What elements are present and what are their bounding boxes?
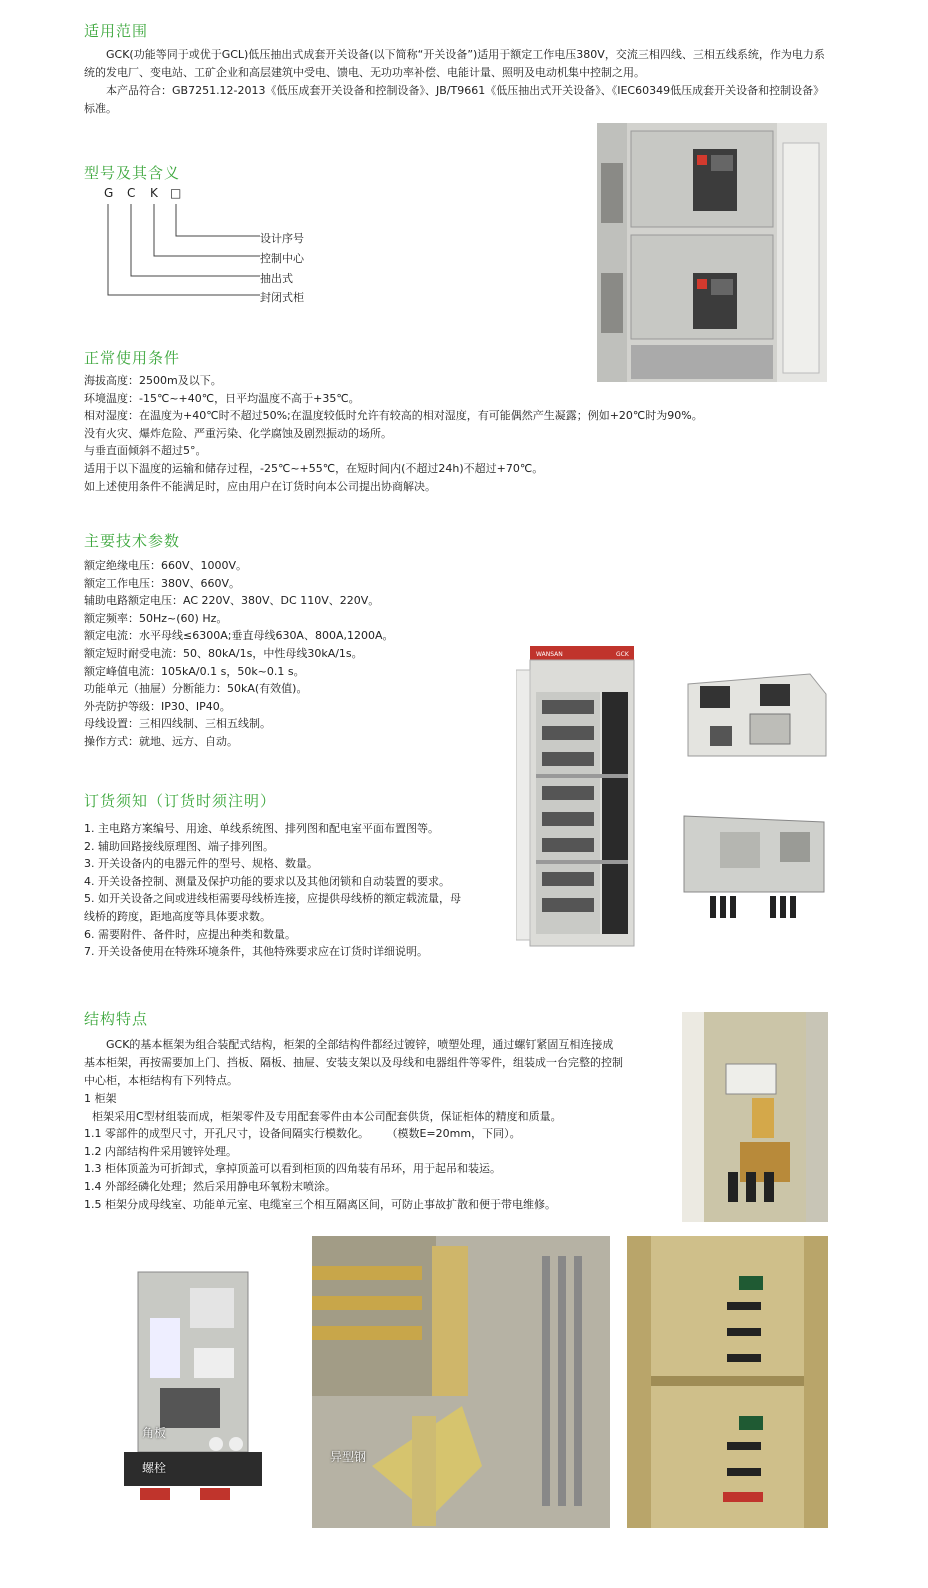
condition-negotiation: 如上述使用条件不能满足时，应由用户在订货时向本公司提出协商解决。	[84, 479, 436, 493]
param-peak-current: 额定峰值电流：105kA/0.1 s，50k~0.1 s。	[84, 664, 305, 678]
cabinet-model-text: GCK	[616, 651, 629, 658]
drawer-unit-photo	[120, 1268, 266, 1504]
label-control-center: 控制中心	[260, 252, 304, 265]
order-item: 6. 需要附件、备件时，应提出种类和数量。	[84, 927, 296, 941]
structure-item: 1 柜架	[84, 1092, 117, 1105]
scope-paragraph: GCK(功能等同于或优于GCL)低压抽出式成套开关设备(以下简称“开关设备”)适用于额定工作电压380V，交流三相四线、三相五线系统，作为电力系统的发电厂、变电站、工矿企业和高层建筑中受电、馈电、无功功率补偿、电能计量、照明及电动机集中控制之用。	[84, 48, 825, 79]
callout-corner-plate: 角板	[142, 1426, 167, 1440]
structure-heading: 结构特点	[84, 1010, 149, 1028]
param-working-voltage: 额定工作电压：380V、660V。	[84, 576, 241, 590]
label-enclosed-cabinet: 封闭式柜	[260, 291, 304, 304]
cabinet-brand-text: WANSAN	[536, 651, 563, 658]
param-aux-voltage: 辅助电路额定电压：AC 220V、380V、DC 110V、220V。	[84, 594, 380, 608]
scope-heading: 适用范围	[84, 22, 149, 40]
condition-temperature: 环境温度：-15℃~+40℃，日平均温度不高于+35℃。	[84, 391, 360, 405]
param-protection: 外壳防护等级：IP30、IP40。	[84, 699, 231, 713]
structure-intro: GCK的基本框架为组合装配式结构，柜架的全部结构件都经过镀锌，喷塑处理，通过螺钉紧固互相连接成基本柜架，再按需要加上门、挡板、隔板、抽屉、安装支架以及母线和电器组件等零件，组装成一台完整的控制中心柜，本柜结构有下列特点。	[84, 1038, 623, 1087]
code-letter-box: □	[170, 186, 182, 200]
breaker-cabinet-photo	[597, 123, 827, 382]
code-letter-g: G	[104, 186, 114, 200]
structure-item: 1.1 零部件的成型尺寸，开孔尺寸，设备间隔实行模数化。 （模数E=20mm，下同）。	[84, 1127, 521, 1141]
order-item: 4. 开关设备控制、测量及保护功能的要求以及其他闭锁和自动装置的要求。	[84, 874, 450, 888]
drawer-interior-photo	[680, 812, 828, 924]
drawer-front-photo	[680, 670, 828, 762]
condition-humidity: 相对湿度：在温度为+40℃时不超过50%;在温度较低时允许有较高的相对湿度，有可能偶然产生凝露；例如+20℃时为90%。	[84, 409, 703, 423]
code-letter-c: C	[127, 186, 136, 200]
cable-compartment-photo	[627, 1236, 828, 1528]
condition-environment: 没有火灾、爆炸危险、严重污染、化学腐蚀及剧烈振动的场所。	[84, 426, 392, 440]
condition-transport: 适用于以下温度的运输和储存过程，-25℃~+55℃，在短时间内(不超过24h)不超过+70℃。	[84, 461, 544, 475]
busbar-detail-photo	[312, 1236, 610, 1528]
structure-item: 1.4 外部经磷化处理；然后采用静电环氧粉末喷涂。	[84, 1179, 336, 1193]
param-busbar: 母线设置：三相四线制、三相五线制。	[84, 717, 271, 731]
standards-paragraph: 本产品符合：GB7251.12-2013《低压成套开关设备和控制设备》、JB/T9661《低压抽出式开关设备》、《IEC60349低压成套开关设备和控制设备》标准。	[84, 84, 825, 115]
callout-bolt: 螺栓	[142, 1461, 167, 1475]
model-heading: 型号及其含义	[84, 164, 181, 182]
code-letter-k: K	[150, 186, 158, 200]
param-insulation-voltage: 额定绝缘电压：660V、1000V。	[84, 559, 248, 572]
structure-item: 柜架采用C型材组装而成，柜架零件及专用配套零件由本公司配套供货，保证柜体的精度和质量。	[92, 1109, 562, 1123]
param-frequency: 额定频率：50Hz~(60) Hz。	[84, 611, 228, 625]
order-list	[84, 820, 462, 961]
order-item: 2. 辅助回路接线原理图、端子排列图。	[84, 839, 274, 853]
param-breaking-capacity: 功能单元（抽屉）分断能力：50kA(有效值)。	[84, 682, 308, 696]
condition-altitude: 海拔高度：2500m及以下。	[84, 374, 222, 387]
structure-item: 1.3 柜体顶盖为可折卸式，拿掉顶盖可以看到柜顶的四角装有吊环，用于起吊和装运。	[84, 1162, 501, 1176]
param-current: 额定电流：水平母线≤6300A;垂直母线630A、800A,1200A。	[84, 629, 394, 643]
busbar-compartment-photo	[682, 1012, 828, 1222]
order-item: 5. 如开关设备之间或进线柜需要母线桥连接，应提供母线桥的额定载流量，母线桥的跨度，距地高度等具体要求数。	[84, 892, 461, 923]
order-item: 7. 开关设备使用在特殊环境条件，其他特殊要求应在订货时详细说明。	[84, 945, 428, 959]
code-connector-lines	[100, 202, 260, 302]
conditions-list	[84, 372, 703, 495]
structure-item: 1.5 柜架分成母线室、功能单元室、电缆室三个相互隔离区间，可防止事故扩散和便于带电维修。	[84, 1197, 556, 1211]
params-heading: 主要技术参数	[84, 532, 181, 550]
params-list	[84, 557, 394, 751]
param-short-time-current: 额定短时耐受电流：50、80kA/1s，中性母线30kA/1s。	[84, 646, 363, 660]
condition-tilt: 与垂直面倾斜不超过5°。	[84, 444, 207, 458]
label-drawout: 抽出式	[260, 272, 293, 285]
order-item: 1. 主电路方案编号、用途、单线系统图、排列图和配电室平面布置图等。	[84, 822, 439, 835]
order-heading: 订货须知（订货时须注明）	[84, 792, 277, 810]
structure-item: 1.2 内部结构件采用镀锌处理。	[84, 1144, 237, 1158]
param-operation: 操作方式：就地、远方、自动。	[84, 734, 238, 748]
mcc-cabinet-photo	[516, 646, 646, 948]
label-design-serial: 设计序号	[260, 232, 304, 245]
order-item: 3. 开关设备内的电器元件的型号、规格、数量。	[84, 857, 318, 871]
conditions-heading: 正常使用条件	[84, 349, 181, 367]
callout-profile-steel: 异型钢	[330, 1450, 367, 1464]
structure-list	[84, 1090, 562, 1213]
